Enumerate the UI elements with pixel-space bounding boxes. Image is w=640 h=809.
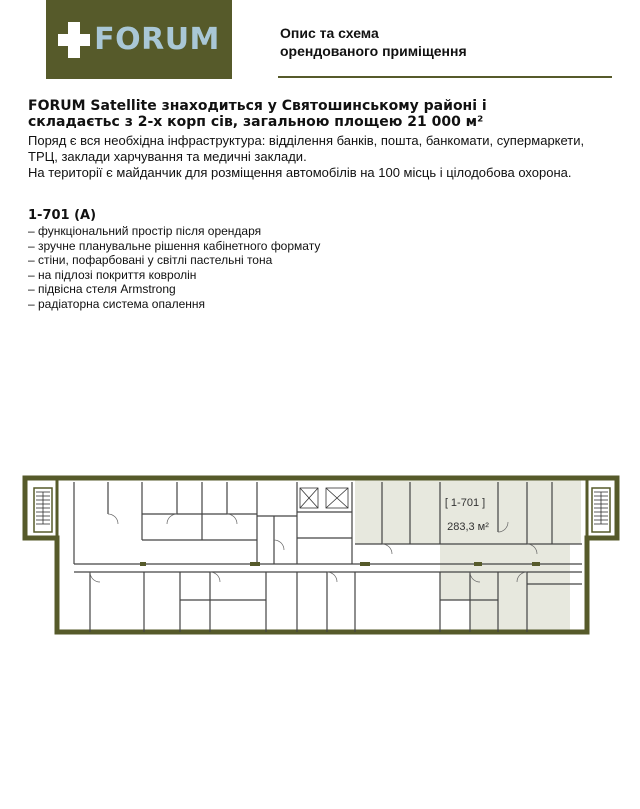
feature-item: – радіаторна система опалення [28,296,206,311]
unit-label: [ 1-701 ] [444,497,486,509]
elevator-icon [300,488,348,508]
feature-item: – на підлозі покриття ковролін [28,267,197,282]
unit-area: 283,3 м² [447,521,489,533]
feature-item: – функціональний простір після орендаря [28,224,262,238]
logo-plus-icon [58,22,92,58]
feature-item: – стіни, пофарбовані у світлі пастельні тона [28,253,273,267]
stair-right-icon [592,488,610,532]
feature-item: – зручне планувальне рішення кабінетного формату [28,238,321,253]
intro-body-line-1: Поряд є вся необхідна інфраструктура: відділення банків, пошта, банкомати, супермаркети, [28,133,585,148]
feature-item: – підвісна стеля Armstrong [28,282,176,296]
document-title-line-1: Опис та схема [280,25,379,41]
header-divider [278,76,612,78]
document-title-line-2: орендованого приміщення [280,43,467,59]
stair-left-icon [34,488,52,532]
intro-body-line-3: На території є майданчик для розміщення автомобілів на 100 місць і цілодобова охорона. [28,165,572,180]
intro-heading-line-1: FORUM Satellite знаходиться у Святошинському районі і [28,98,487,114]
feature-list [28,224,320,311]
intro-body-line-2: ТРЦ, заклади харчування та медичні заклади. [28,149,307,164]
logo-text: FORUM [94,21,220,57]
floor-plan [22,472,620,638]
intro-body [28,133,618,181]
document-title [280,24,467,60]
intro-section [28,98,618,181]
intro-heading [28,98,618,130]
logo [46,0,232,79]
unit-section [28,208,320,311]
intro-heading-line-2: складаєтьс з 2-х корп сів, загальною площею 21 000 м² [28,114,484,130]
unit-code: 1-701 (A) [28,208,97,223]
